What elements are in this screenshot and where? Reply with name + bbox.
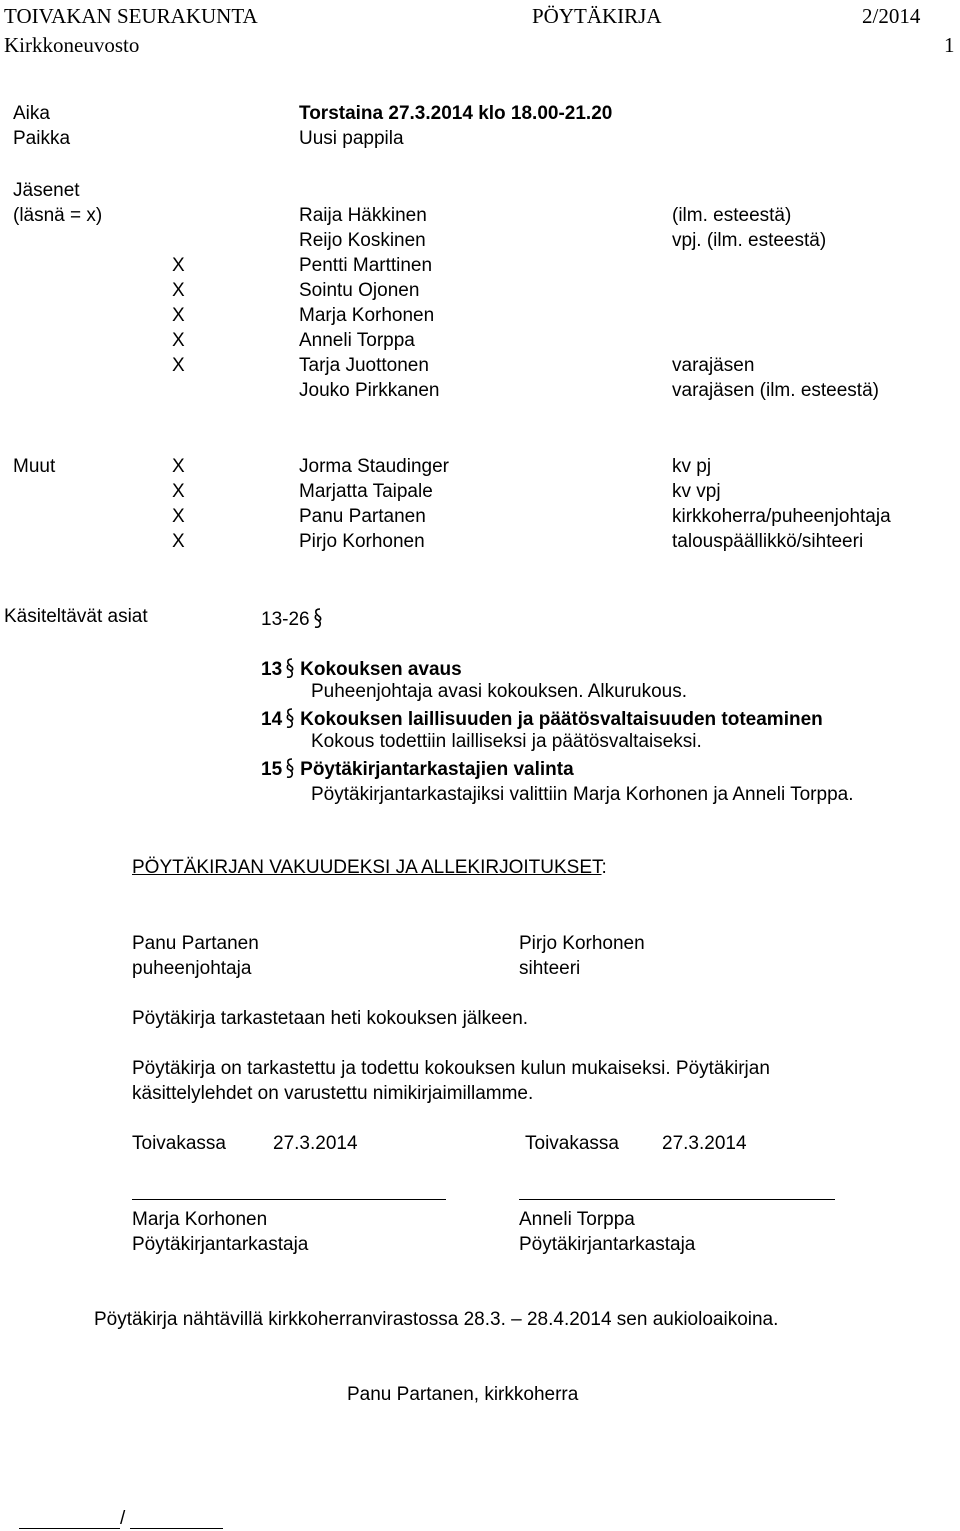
initials-separator: / bbox=[120, 1508, 126, 1529]
other-role: kv vpj bbox=[672, 481, 721, 502]
agenda-label: Käsiteltävät asiat bbox=[4, 606, 148, 627]
other-role: talouspäällikkö/sihteeri bbox=[672, 531, 864, 552]
agenda-item-title: Kokouksen avaus bbox=[300, 659, 462, 680]
other-role: kv pj bbox=[672, 456, 712, 477]
agenda-range bbox=[261, 607, 328, 629]
secretary-name: Pirjo Korhonen bbox=[519, 933, 645, 954]
agenda-item-text: Pöytäkirjantarkastajiksi valittiin Marja Korhonen ja Anneli Torppa. bbox=[311, 784, 854, 805]
other-name: Jorma Staudinger bbox=[299, 456, 449, 477]
agenda-item-number: 13 bbox=[261, 659, 283, 680]
member-name: Pentti Marttinen bbox=[299, 255, 433, 276]
presence-mark: X bbox=[172, 255, 185, 276]
others-label: Muut bbox=[13, 456, 56, 477]
org-name: TOIVAKAN SEURAKUNTA bbox=[4, 4, 258, 28]
member-name: Anneli Torppa bbox=[299, 330, 415, 351]
signing-date-2: 27.3.2014 bbox=[662, 1133, 747, 1154]
members-sublabel: (läsnä = x) bbox=[13, 205, 103, 226]
checker-2-role: Pöytäkirjantarkastaja bbox=[519, 1234, 696, 1255]
signing-place-2: Toivakassa bbox=[525, 1133, 619, 1154]
member-note: varajäsen bbox=[672, 355, 755, 376]
agenda-item-heading bbox=[261, 657, 462, 679]
other-name: Panu Partanen bbox=[299, 506, 426, 527]
checker-1-role: Pöytäkirjantarkastaja bbox=[132, 1234, 309, 1255]
presence-mark: X bbox=[172, 456, 185, 477]
other-name: Marjatta Taipale bbox=[299, 481, 433, 502]
agenda-item-text: Kokous todettiin lailliseksi ja päätösvaltaiseksi. bbox=[311, 731, 702, 752]
secretary-role: sihteeri bbox=[519, 958, 581, 979]
time-label: Aika bbox=[13, 103, 50, 124]
members-label: Jäsenet bbox=[13, 180, 80, 201]
member-name: Tarja Juottonen bbox=[299, 355, 429, 376]
doc-type: PÖYTÄKIRJA bbox=[532, 4, 662, 28]
page-number: 1 bbox=[944, 33, 955, 57]
presence-mark: X bbox=[172, 531, 185, 552]
section-icon bbox=[286, 707, 294, 729]
presence-mark: X bbox=[172, 280, 185, 301]
member-name: Reijo Koskinen bbox=[299, 230, 426, 251]
place-value: Uusi pappila bbox=[299, 128, 404, 149]
agenda-item-title: Kokouksen laillisuuden ja päätösvaltaisuuden toteaminen bbox=[300, 709, 823, 730]
chair-name: Panu Partanen bbox=[132, 933, 259, 954]
place-label: Paikka bbox=[13, 128, 71, 149]
time-value: Torstaina 27.3.2014 klo 18.00-21.20 bbox=[299, 103, 613, 124]
agenda-item-title: Pöytäkirjantarkastajien valinta bbox=[300, 759, 574, 780]
member-name: Jouko Pirkkanen bbox=[299, 380, 440, 401]
doc-number: 2/2014 bbox=[862, 4, 921, 28]
signature-line-1 bbox=[132, 1199, 446, 1200]
member-name: Raija Häkkinen bbox=[299, 205, 427, 226]
agenda-item-text: Puheenjohtaja avasi kokouksen. Alkurukous. bbox=[311, 681, 688, 702]
section-icon bbox=[314, 607, 322, 629]
signatures-heading-colon: : bbox=[601, 857, 607, 878]
council-name: Kirkkoneuvosto bbox=[4, 33, 140, 57]
initials-line-2 bbox=[130, 1528, 223, 1529]
signatures-heading-text: PÖYTÄKIRJAN VAKUUDEKSI JA ALLEKIRJOITUKSET bbox=[132, 857, 602, 878]
presence-mark: X bbox=[172, 506, 185, 527]
agenda-item-heading bbox=[261, 757, 574, 779]
signatures-heading bbox=[132, 858, 607, 877]
agenda-item-number: 14 bbox=[261, 709, 283, 730]
agenda-range-text: 13-26 bbox=[261, 609, 310, 630]
member-note: varajäsen (ilm. esteestä) bbox=[672, 380, 879, 401]
footer-signer: Panu Partanen, kirkkoherra bbox=[347, 1384, 579, 1405]
checker-2-name: Anneli Torppa bbox=[519, 1209, 635, 1230]
presence-mark: X bbox=[172, 355, 185, 376]
presence-mark: X bbox=[172, 305, 185, 326]
member-note: (ilm. esteestä) bbox=[672, 205, 792, 226]
member-note: vpj. (ilm. esteestä) bbox=[672, 230, 827, 251]
member-name: Sointu Ojonen bbox=[299, 280, 420, 301]
presence-mark: X bbox=[172, 481, 185, 502]
checker-1-name: Marja Korhonen bbox=[132, 1209, 268, 1230]
check-note: Pöytäkirja tarkastetaan heti kokouksen jälkeen. bbox=[132, 1008, 529, 1029]
presence-mark: X bbox=[172, 330, 185, 351]
other-role: kirkkoherra/puheenjohtaja bbox=[672, 506, 891, 527]
signing-place-1: Toivakassa bbox=[132, 1133, 226, 1154]
availability-note: Pöytäkirja nähtävillä kirkkoherranvirastossa 28.3. – 28.4.2014 sen aukioloaikoina. bbox=[94, 1309, 779, 1330]
section-icon bbox=[286, 757, 294, 779]
member-name: Marja Korhonen bbox=[299, 305, 435, 326]
signature-line-2 bbox=[519, 1199, 835, 1200]
agenda-item-number: 15 bbox=[261, 759, 283, 780]
chair-role: puheenjohtaja bbox=[132, 958, 252, 979]
initials-line-1 bbox=[19, 1528, 120, 1529]
other-name: Pirjo Korhonen bbox=[299, 531, 425, 552]
checked-statement-line2: käsittelylehdet on varustettu nimikirjaimillamme. bbox=[132, 1083, 534, 1104]
checked-statement-line1: Pöytäkirja on tarkastettu ja todettu kokouksen kulun mukaiseksi. Pöytäkirjan bbox=[132, 1058, 770, 1079]
section-icon bbox=[286, 657, 294, 679]
signing-date-1: 27.3.2014 bbox=[273, 1133, 358, 1154]
agenda-item-heading bbox=[261, 707, 823, 729]
